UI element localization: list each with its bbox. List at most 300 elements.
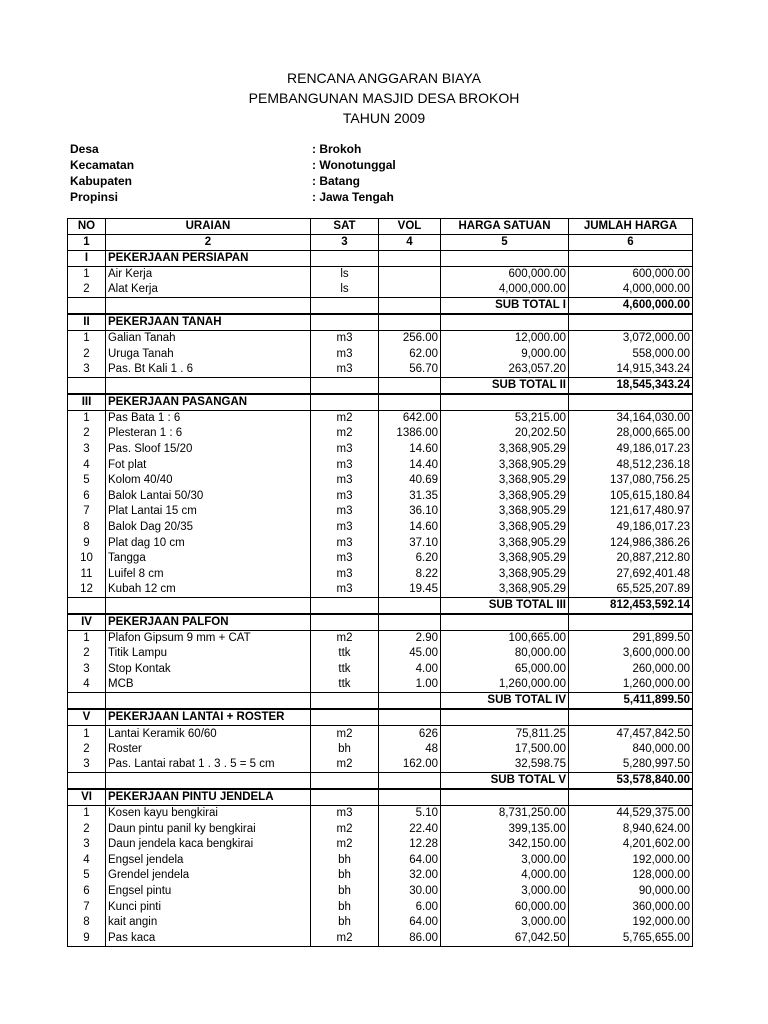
empty-cell	[68, 298, 106, 315]
empty-cell	[106, 598, 311, 615]
item-unit: m3	[311, 582, 379, 598]
item-description: Kubah 12 cm	[106, 582, 311, 598]
item-unit-price: 9,000.00	[441, 346, 569, 362]
empty-cell	[441, 251, 569, 267]
item-unit: m3	[311, 806, 379, 822]
item-description: Plafon Gipsum 9 mm + CAT	[106, 631, 311, 647]
item-total: 14,915,343.24	[569, 362, 693, 378]
empty-cell	[311, 598, 379, 615]
item-unit-price: 3,368,905.29	[441, 457, 569, 473]
doc-title: RENCANA ANGGARAN BIAYA	[287, 70, 481, 86]
item-no: 6	[68, 488, 106, 504]
info-row-kabupaten	[70, 173, 470, 189]
table-row	[68, 331, 693, 347]
item-description: Daun jendela kaca bengkirai	[106, 837, 311, 853]
section-number: V	[68, 709, 106, 726]
section-number: III	[68, 394, 106, 411]
item-volume: 32.00	[379, 868, 441, 884]
item-unit-price: 3,368,905.29	[441, 566, 569, 582]
item-description: Galian Tanah	[106, 331, 311, 347]
item-total: 65,525,207.89	[569, 582, 693, 598]
item-no: 12	[68, 582, 106, 598]
table-row	[68, 488, 693, 504]
header-uraian: URAIAN	[106, 219, 311, 235]
subtotal-row	[68, 693, 693, 710]
section-row	[68, 614, 693, 631]
item-unit: ls	[311, 282, 379, 298]
empty-cell	[441, 709, 569, 726]
item-description: Plat Lantai 15 cm	[106, 504, 311, 520]
item-unit: m3	[311, 457, 379, 473]
item-unit: m2	[311, 426, 379, 442]
item-no: 2	[68, 426, 106, 442]
item-unit-price: 3,368,905.29	[441, 488, 569, 504]
item-no: 4	[68, 457, 106, 473]
item-total: 192,000.00	[569, 915, 693, 931]
empty-cell	[379, 789, 441, 806]
item-no: 3	[68, 662, 106, 678]
item-description: Lantai Keramik 60/60	[106, 726, 311, 742]
item-volume: 14.40	[379, 457, 441, 473]
item-description: Alat Kerja	[106, 282, 311, 298]
item-volume: 12.28	[379, 837, 441, 853]
item-no: 4	[68, 677, 106, 693]
table-row	[68, 646, 693, 662]
item-total: 4,201,602.00	[569, 837, 693, 853]
item-unit: m3	[311, 442, 379, 458]
item-unit: ls	[311, 267, 379, 283]
header-vol: VOL	[379, 219, 441, 235]
item-description: kait angin	[106, 915, 311, 931]
table-row	[68, 346, 693, 362]
empty-cell	[311, 773, 379, 790]
item-description: Kolom 40/40	[106, 473, 311, 489]
empty-cell	[569, 709, 693, 726]
item-no: 9	[68, 931, 106, 947]
table-row	[68, 410, 693, 426]
item-unit-price: 3,368,905.29	[441, 582, 569, 598]
item-volume: 2.90	[379, 631, 441, 647]
table-row	[68, 473, 693, 489]
info-value: : Jawa Tengah	[312, 190, 394, 204]
empty-cell	[311, 693, 379, 710]
empty-cell	[379, 693, 441, 710]
section-row	[68, 314, 693, 331]
subtotal-label: SUB TOTAL V	[441, 773, 569, 790]
table-row	[68, 915, 693, 931]
item-no: 3	[68, 442, 106, 458]
empty-cell	[441, 394, 569, 411]
item-total: 121,617,480.97	[569, 504, 693, 520]
item-unit: bh	[311, 915, 379, 931]
subtotal-label: SUB TOTAL III	[441, 598, 569, 615]
item-no: 1	[68, 267, 106, 283]
item-description: Air Kerja	[106, 267, 311, 283]
item-description: Uruga Tanah	[106, 346, 311, 362]
subtotal-value: 18,545,343.24	[569, 377, 693, 394]
table-row	[68, 535, 693, 551]
item-no: 2	[68, 346, 106, 362]
section-number: VI	[68, 789, 106, 806]
item-unit: bh	[311, 868, 379, 884]
item-unit-price: 3,000.00	[441, 915, 569, 931]
empty-cell	[106, 693, 311, 710]
empty-cell	[311, 709, 379, 726]
item-total: 5,280,997.50	[569, 757, 693, 773]
item-total: 49,186,017.23	[569, 520, 693, 536]
column-number: 6	[569, 235, 693, 251]
empty-cell	[441, 789, 569, 806]
item-total: 128,000.00	[569, 868, 693, 884]
info-row-propinsi	[70, 189, 470, 205]
table-row	[68, 582, 693, 598]
item-unit-price: 32,598.75	[441, 757, 569, 773]
item-unit: m2	[311, 821, 379, 837]
item-no: 7	[68, 899, 106, 915]
item-no: 11	[68, 566, 106, 582]
item-unit: ttk	[311, 677, 379, 693]
item-description: Pas. Lantai rabat 1 . 3 . 5 = 5 cm	[106, 757, 311, 773]
empty-cell	[311, 394, 379, 411]
item-description: Pas kaca	[106, 931, 311, 947]
item-volume	[379, 267, 441, 283]
item-no: 2	[68, 282, 106, 298]
item-no: 7	[68, 504, 106, 520]
item-total: 34,164,030.00	[569, 410, 693, 426]
item-unit: m3	[311, 520, 379, 536]
item-total: 28,000,665.00	[569, 426, 693, 442]
item-no: 8	[68, 520, 106, 536]
item-unit: m3	[311, 535, 379, 551]
item-volume: 1.00	[379, 677, 441, 693]
item-volume: 1386.00	[379, 426, 441, 442]
empty-cell	[106, 773, 311, 790]
budget-table-body	[68, 219, 693, 947]
section-name: PEKERJAAN TANAH	[106, 314, 311, 331]
item-volume: 40.69	[379, 473, 441, 489]
item-description: MCB	[106, 677, 311, 693]
item-description: Grendel jendela	[106, 868, 311, 884]
item-description: Daun pintu panil ky bengkirai	[106, 821, 311, 837]
item-description: Balok Lantai 50/30	[106, 488, 311, 504]
section-name: PEKERJAAN PINTU JENDELA	[106, 789, 311, 806]
table-row	[68, 362, 693, 378]
item-total: 90,000.00	[569, 884, 693, 900]
item-total: 48,512,236.18	[569, 457, 693, 473]
info-value: : Brokoh	[312, 142, 362, 156]
item-volume: 31.35	[379, 488, 441, 504]
item-no: 1	[68, 726, 106, 742]
item-total: 192,000.00	[569, 853, 693, 869]
subtotal-value: 53,578,840.00	[569, 773, 693, 790]
item-unit-price: 3,368,905.29	[441, 535, 569, 551]
item-total: 4,000,000.00	[569, 282, 693, 298]
item-volume: 5.10	[379, 806, 441, 822]
table-row	[68, 899, 693, 915]
table-row	[68, 520, 693, 536]
item-no: 8	[68, 915, 106, 931]
item-unit-price: 17,500.00	[441, 742, 569, 758]
doc-year: TAHUN 2009	[342, 110, 426, 126]
table-row	[68, 631, 693, 647]
item-unit-price: 12,000.00	[441, 331, 569, 347]
item-volume: 62.00	[379, 346, 441, 362]
empty-cell	[68, 377, 106, 394]
item-unit: m3	[311, 362, 379, 378]
column-number: 3	[311, 235, 379, 251]
info-value: : Wonotunggal	[312, 158, 396, 172]
table-row	[68, 806, 693, 822]
table-row	[68, 931, 693, 947]
item-unit-price: 3,368,905.29	[441, 520, 569, 536]
item-total: 49,186,017.23	[569, 442, 693, 458]
empty-cell	[311, 614, 379, 631]
info-label: Propinsi	[70, 190, 119, 204]
item-no: 5	[68, 473, 106, 489]
column-number: 1	[68, 235, 106, 251]
item-total: 105,615,180.84	[569, 488, 693, 504]
item-unit-price: 3,000.00	[441, 853, 569, 869]
item-volume: 36.10	[379, 504, 441, 520]
table-header-row	[68, 219, 693, 235]
item-unit: m2	[311, 726, 379, 742]
item-total: 840,000.00	[569, 742, 693, 758]
item-description: Plesteran 1 : 6	[106, 426, 311, 442]
subtotal-row	[68, 773, 693, 790]
empty-cell	[379, 598, 441, 615]
section-row	[68, 251, 693, 267]
header-sat: SAT	[311, 219, 379, 235]
item-total: 20,887,212.80	[569, 551, 693, 567]
item-unit: m3	[311, 346, 379, 362]
item-unit-price: 60,000.00	[441, 899, 569, 915]
item-volume: 19.45	[379, 582, 441, 598]
item-unit: m2	[311, 837, 379, 853]
item-volume: 45.00	[379, 646, 441, 662]
item-unit-price: 3,368,905.29	[441, 473, 569, 489]
item-no: 9	[68, 535, 106, 551]
item-no: 1	[68, 806, 106, 822]
table-row	[68, 566, 693, 582]
item-unit-price: 263,057.20	[441, 362, 569, 378]
header-no: NO	[68, 219, 106, 235]
item-unit: m3	[311, 504, 379, 520]
item-description: Roster	[106, 742, 311, 758]
table-row	[68, 726, 693, 742]
item-volume: 642.00	[379, 410, 441, 426]
table-row	[68, 267, 693, 283]
column-number-row	[68, 235, 693, 251]
subtotal-label: SUB TOTAL I	[441, 298, 569, 315]
empty-cell	[379, 614, 441, 631]
item-volume: 56.70	[379, 362, 441, 378]
item-volume: 14.60	[379, 442, 441, 458]
column-number: 4	[379, 235, 441, 251]
section-row	[68, 394, 693, 411]
table-row	[68, 853, 693, 869]
section-number: II	[68, 314, 106, 331]
info-row-desa	[70, 141, 470, 157]
item-unit-price: 20,202.50	[441, 426, 569, 442]
section-name: PEKERJAAN PALFON	[106, 614, 311, 631]
item-unit: bh	[311, 742, 379, 758]
item-no: 10	[68, 551, 106, 567]
empty-cell	[569, 789, 693, 806]
empty-cell	[441, 614, 569, 631]
empty-cell	[379, 709, 441, 726]
table-row	[68, 426, 693, 442]
table-row	[68, 757, 693, 773]
table-row	[68, 837, 693, 853]
item-total: 3,072,000.00	[569, 331, 693, 347]
item-unit-price: 8,731,250.00	[441, 806, 569, 822]
item-volume: 30.00	[379, 884, 441, 900]
table-row	[68, 821, 693, 837]
item-description: Balok Dag 20/35	[106, 520, 311, 536]
item-no: 1	[68, 331, 106, 347]
table-row	[68, 551, 693, 567]
item-unit: bh	[311, 884, 379, 900]
item-unit-price: 3,368,905.29	[441, 442, 569, 458]
column-number: 5	[441, 235, 569, 251]
subtotal-value: 5,411,899.50	[569, 693, 693, 710]
item-no: 1	[68, 410, 106, 426]
section-name: PEKERJAAN LANTAI + ROSTER	[106, 709, 311, 726]
item-total: 260,000.00	[569, 662, 693, 678]
empty-cell	[311, 251, 379, 267]
item-volume: 8.22	[379, 566, 441, 582]
item-unit-price: 67,042.50	[441, 931, 569, 947]
item-volume: 14.60	[379, 520, 441, 536]
item-total: 360,000.00	[569, 899, 693, 915]
empty-cell	[68, 598, 106, 615]
table-row	[68, 868, 693, 884]
empty-cell	[379, 298, 441, 315]
item-unit: m3	[311, 331, 379, 347]
item-description: Kunci pinti	[106, 899, 311, 915]
item-unit-price: 1,260,000.00	[441, 677, 569, 693]
item-description: Pas Bata 1 : 6	[106, 410, 311, 426]
item-unit-price: 399,135.00	[441, 821, 569, 837]
item-volume: 22.40	[379, 821, 441, 837]
subtotal-label: SUB TOTAL IV	[441, 693, 569, 710]
item-no: 1	[68, 631, 106, 647]
empty-cell	[569, 251, 693, 267]
item-unit: ttk	[311, 662, 379, 678]
item-unit-price: 53,215.00	[441, 410, 569, 426]
table-row	[68, 282, 693, 298]
item-volume: 48	[379, 742, 441, 758]
doc-subtitle: PEMBANGUNAN MASJID DESA BROKOH	[248, 90, 520, 106]
item-description: Pas. Bt Kali 1 . 6	[106, 362, 311, 378]
item-total: 291,899.50	[569, 631, 693, 647]
item-description: Pas. Sloof 15/20	[106, 442, 311, 458]
item-unit-price: 3,368,905.29	[441, 551, 569, 567]
info-label: Kecamatan	[70, 158, 135, 172]
item-total: 124,986,386.26	[569, 535, 693, 551]
table-row	[68, 504, 693, 520]
item-volume: 86.00	[379, 931, 441, 947]
item-unit: m2	[311, 631, 379, 647]
item-description: Plat dag 10 cm	[106, 535, 311, 551]
item-unit-price: 100,665.00	[441, 631, 569, 647]
item-unit: bh	[311, 899, 379, 915]
item-unit: m2	[311, 757, 379, 773]
info-label: Kabupaten	[70, 174, 133, 188]
item-no: 3	[68, 837, 106, 853]
info-value: : Batang	[312, 174, 360, 188]
item-unit: m3	[311, 551, 379, 567]
item-description: Titik Lampu	[106, 646, 311, 662]
item-description: Stop Kontak	[106, 662, 311, 678]
table-row	[68, 884, 693, 900]
empty-cell	[311, 377, 379, 394]
empty-cell	[379, 251, 441, 267]
item-unit: m3	[311, 473, 379, 489]
item-description: Engsel jendela	[106, 853, 311, 869]
empty-cell	[569, 394, 693, 411]
item-volume	[379, 282, 441, 298]
table-row	[68, 457, 693, 473]
item-total: 600,000.00	[569, 267, 693, 283]
item-description: Fot plat	[106, 457, 311, 473]
empty-cell	[569, 614, 693, 631]
item-unit: m3	[311, 488, 379, 504]
item-volume: 6.20	[379, 551, 441, 567]
empty-cell	[106, 377, 311, 394]
subtotal-value: 812,453,592.14	[569, 598, 693, 615]
item-total: 3,600,000.00	[569, 646, 693, 662]
item-unit-price: 4,000.00	[441, 868, 569, 884]
item-no: 2	[68, 821, 106, 837]
item-unit: ttk	[311, 646, 379, 662]
section-name: PEKERJAAN PERSIAPAN	[106, 251, 311, 267]
item-no: 6	[68, 884, 106, 900]
budget-table	[67, 218, 693, 947]
item-description: Kosen kayu bengkirai	[106, 806, 311, 822]
empty-cell	[311, 314, 379, 331]
subtotal-row	[68, 598, 693, 615]
table-row	[68, 442, 693, 458]
empty-cell	[311, 298, 379, 315]
header-harga-satuan: HARGA SATUAN	[441, 219, 569, 235]
item-no: 3	[68, 757, 106, 773]
empty-cell	[569, 314, 693, 331]
item-no: 2	[68, 646, 106, 662]
item-unit: bh	[311, 853, 379, 869]
item-volume: 4.00	[379, 662, 441, 678]
section-number: IV	[68, 614, 106, 631]
item-volume: 256.00	[379, 331, 441, 347]
item-unit-price: 80,000.00	[441, 646, 569, 662]
item-total: 1,260,000.00	[569, 677, 693, 693]
empty-cell	[68, 693, 106, 710]
empty-cell	[379, 773, 441, 790]
header-jumlah-harga: JUMLAH HARGA	[569, 219, 693, 235]
item-volume: 64.00	[379, 915, 441, 931]
item-total: 47,457,842.50	[569, 726, 693, 742]
location-info	[70, 141, 470, 205]
empty-cell	[106, 298, 311, 315]
table-row	[68, 677, 693, 693]
item-description: Tangga	[106, 551, 311, 567]
empty-cell	[379, 394, 441, 411]
subtotal-row	[68, 298, 693, 315]
empty-cell	[311, 789, 379, 806]
item-unit-price: 600,000.00	[441, 267, 569, 283]
empty-cell	[441, 314, 569, 331]
item-volume: 37.10	[379, 535, 441, 551]
